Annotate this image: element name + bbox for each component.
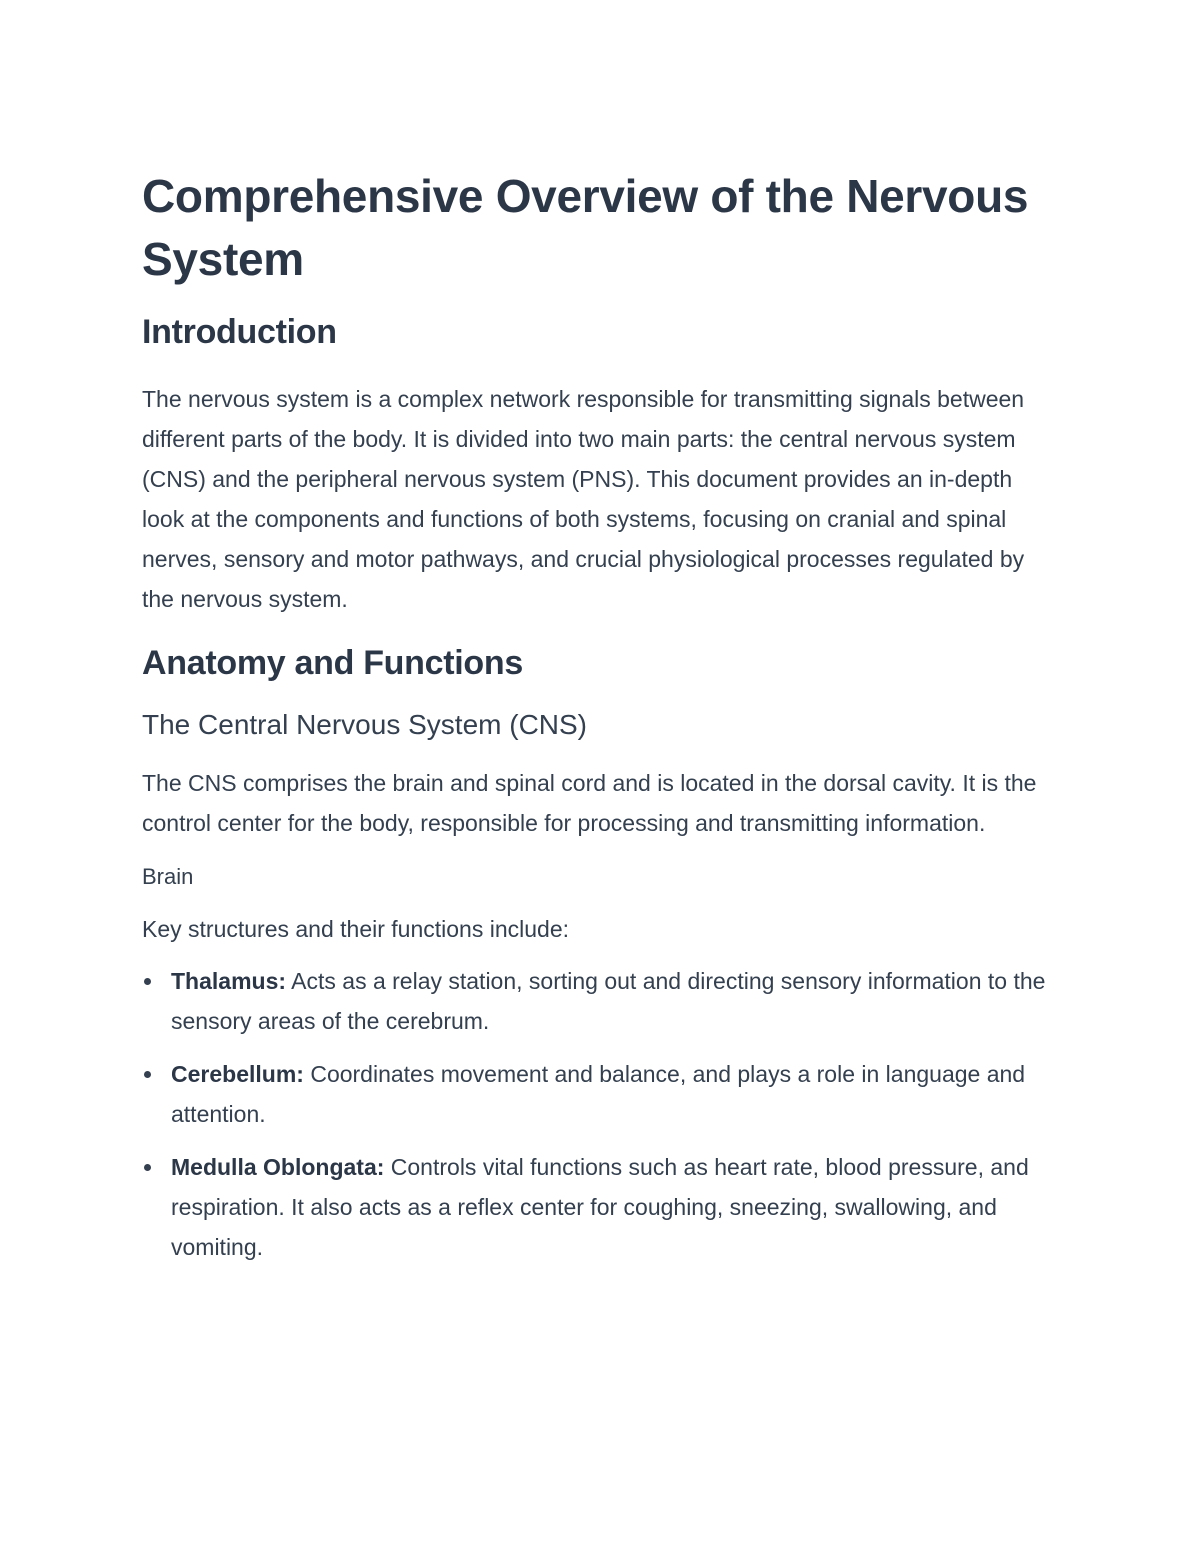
brain-structures-list	[142, 961, 1057, 1267]
list-item-term: Thalamus:	[171, 968, 287, 994]
anatomy-heading: Anatomy and Functions	[142, 644, 523, 682]
list-item-description: Controls vital functions such as heart rate, blood pressure, and respiration. It also acts as a reflex center for coughing, sneezing, swallowing, and vomiting.	[171, 1154, 1029, 1260]
list-item	[142, 1054, 1057, 1134]
cns-paragraph: The CNS comprises the brain and spinal cord and is located in the dorsal cavity. It is the control center for the body, responsible for processing and transmitting information.	[142, 770, 1037, 836]
bullet-icon	[144, 978, 151, 985]
brain-heading: Brain	[142, 864, 194, 889]
document-page	[142, 165, 1057, 1280]
cns-heading: The Central Nervous System (CNS)	[142, 709, 588, 740]
list-item-term: Cerebellum:	[171, 1061, 304, 1087]
introduction-heading: Introduction	[142, 313, 337, 351]
list-item	[142, 1147, 1057, 1267]
list-item-term: Medulla Oblongata:	[171, 1154, 385, 1180]
bullet-icon	[144, 1071, 151, 1078]
list-item-description: Acts as a relay station, sorting out and directing sensory information to the sensory areas of the cerebrum.	[171, 968, 1046, 1034]
bullet-icon	[144, 1164, 151, 1171]
list-item	[142, 961, 1057, 1041]
list-item-description: Coordinates movement and balance, and plays a role in language and attention.	[171, 1061, 1026, 1127]
brain-intro: Key structures and their functions include:	[142, 916, 570, 942]
introduction-paragraph: The nervous system is a complex network responsible for transmitting signals between different parts of the body. It is divided into two main parts: the central nervous system (CNS) and the peripheral nervous system (PNS). This document provides an in-depth look at the components and functions of both systems, focusing on cranial and spinal nerves, sensory and motor pathways, and crucial physiological processes regulated by the nervous system.	[142, 386, 1025, 612]
document-title: Comprehensive Overview of the Nervous System	[142, 170, 1029, 285]
